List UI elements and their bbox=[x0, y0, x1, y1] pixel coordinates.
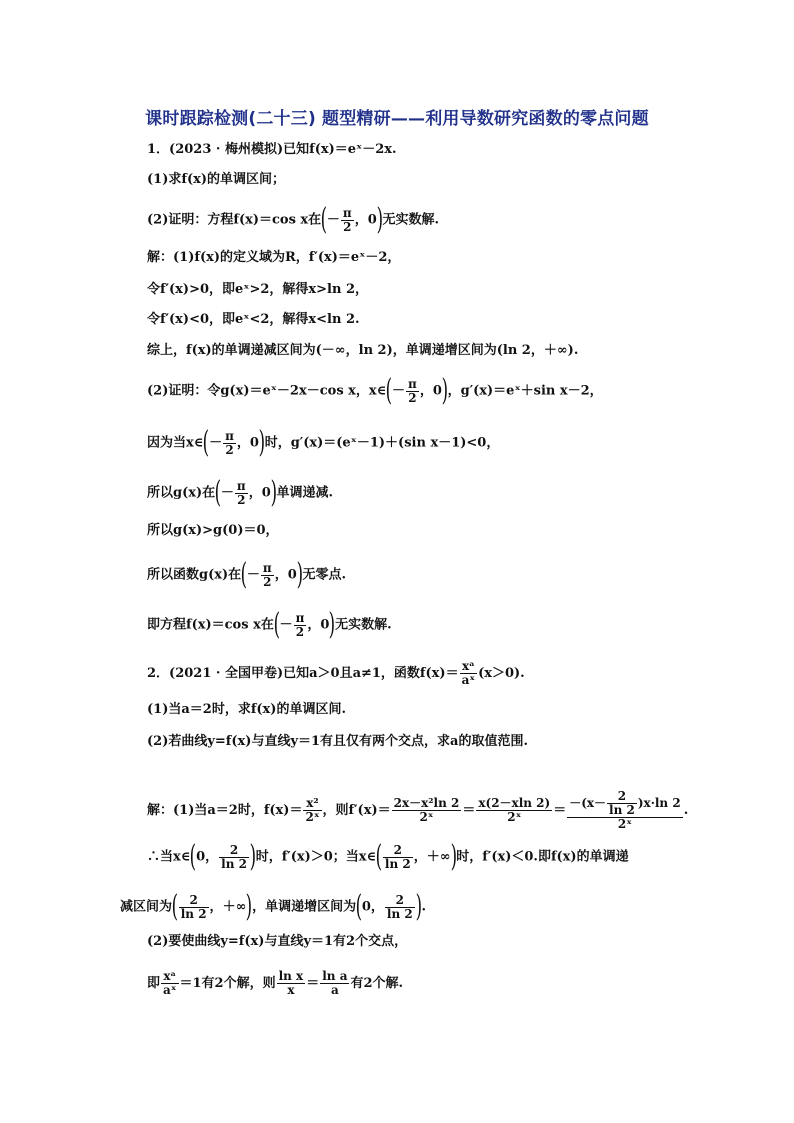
q1-sol-line9: 所以函数g(x)在(－ $\frac{\pi}{2}$ ，0)无零点. bbox=[147, 557, 346, 592]
q2-sol-line4: (2)要使曲线y=f(x)与直线y＝1有2个交点， bbox=[147, 934, 408, 949]
q2-sol-line2: ∴当x∈(0， $\frac{2}{\ln 2}$ )时，f′(x)＞0；当x∈( $\frac{2}{\ln 2}$ ，＋∞)时，f′(x)＜0.即f(x)的单调递 bbox=[147, 839, 629, 874]
q1-part2: (2)证明：方程f(x)＝cos x在(－ $\frac{\pi}{2}$ ，0)无实数解. bbox=[147, 202, 440, 237]
q2-part2: (2)若曲线y=f(x)与直线y＝1有且仅有两个交点，求a的取值范围. bbox=[147, 734, 528, 749]
q2-part1: (1)当a＝2时，求f(x)的单调区间. bbox=[147, 702, 346, 717]
q2-sol-line5: 即 $\frac{\text{xᵃ}}{\text{aˣ}}$ ＝1有2个解，则 $\frac{\text{ln x}}{x}$ ＝ $\frac{\text{ln a}}{a}$ 有2个解. bbox=[147, 969, 404, 997]
q2-sol-line1: 解：(1)当a＝2时，f(x)＝ $\frac{\text{x²}}{\text{2ˣ}}$ ，则f′(x)＝ $\frac{\text{2x－x²ln 2}}{\text{2ˣ}}$ ＝ $\frac{x(2-xln 2)}{\text{2ˣ}}$ ＝ －(x－ $\frac{2}{\ln 2}$ )x·ln 2 2ˣ . bbox=[147, 789, 689, 831]
q1-sol-line3: 令f′(x)<0，即eˣ<2，解得x<ln 2. bbox=[147, 312, 360, 327]
q1-part1: (1)求f(x)的单调区间； bbox=[147, 172, 285, 187]
q2-stem: 2．(2021 · 全国甲卷)已知a＞0且a≠1，函数f(x)＝ $\frac{\text{xᵃ}}{\text{aˣ}}$ (x＞0). bbox=[147, 659, 525, 687]
q1-sol-line8: 所以g(x)>g(0)＝0， bbox=[147, 523, 279, 538]
q1-sol-line4: 综上，f(x)的单调递减区间为(－∞，ln 2)，单调递增区间为(ln 2，＋∞). bbox=[147, 343, 579, 358]
q2-sol-line3: 减区间为( $\frac{2}{\ln 2}$ ，＋∞)，单调递增区间为(0， $\frac{2}{\ln 2}$ ). bbox=[120, 889, 426, 924]
page-title: 课时跟踪检测(二十三) 题型精研——利用导数研究函数的零点问题 bbox=[145, 109, 649, 129]
q1-sol-line6: 因为当x∈(－ $\frac{\pi}{2}$ ，0)时，g′(x)＝(eˣ－1)＋(sin x－1)<0， bbox=[147, 425, 500, 460]
q1-sol-line2: 令f′(x)>0，即eˣ>2，解得x>ln 2， bbox=[147, 282, 369, 297]
q1-sol-line1: 解：(1)f(x)的定义域为R，f′(x)＝eˣ－2， bbox=[147, 250, 401, 265]
q1-sol-line7: 所以g(x)在(－ $\frac{\pi}{2}$ ，0)单调递减. bbox=[147, 475, 333, 510]
q1-sol-line10: 即方程f(x)＝cos x在(－ $\frac{\pi}{2}$ ，0)无实数解. bbox=[147, 607, 392, 642]
q1-sol-line5: (2)证明：令g(x)＝eˣ－2x－cos x，x∈(－ $\frac{\pi}{2}$ ，0)，g′(x)＝eˣ＋sin x－2， bbox=[147, 373, 603, 408]
q1-stem: 1．(2023 · 梅州模拟)已知f(x)＝eˣ－2x. bbox=[147, 142, 397, 157]
